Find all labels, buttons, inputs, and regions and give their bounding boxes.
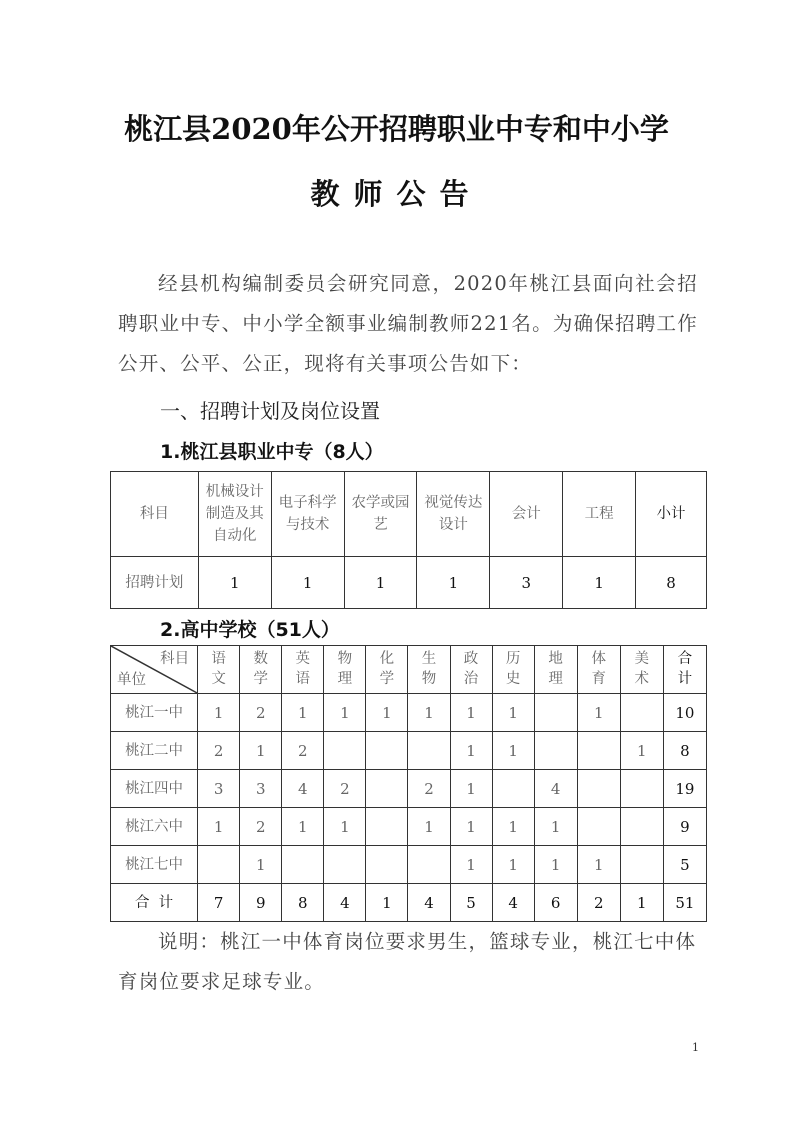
table2-cell: 4 (534, 770, 577, 808)
table2-total-row (111, 884, 707, 922)
table2-cell: 1 (492, 694, 534, 732)
table2-total-cell: 9 (240, 884, 282, 922)
table2-col-header (577, 646, 620, 694)
table2-cell: 1 (450, 770, 492, 808)
table2-col-header (240, 646, 282, 694)
table1-col-header: 视觉传达设计 (417, 472, 490, 557)
corner-unit-label: 单位 (117, 672, 146, 688)
table2-total-cell: 1 (620, 884, 663, 922)
table2-col-header (198, 646, 240, 694)
table1-cell: 1 (271, 557, 344, 609)
table2-heading: 2.高中学校（51人） (160, 619, 340, 641)
table2-cell (492, 770, 534, 808)
table2-cell: 1 (577, 694, 620, 732)
table2-cell (366, 770, 408, 808)
table2-unit-cell: 桃江一中 (111, 694, 198, 732)
table2-col-header-text: 美术 (634, 651, 650, 687)
intro-paragraph: 经县机构编制委员会研究同意，2020年桃江县面向社会招聘职业中专、中小学全额事业编制教师221名。为确保招聘工作公开、公平、公正，现将有关事项公告如下： (118, 272, 698, 375)
table2-cell: 1 (408, 694, 450, 732)
table2-cell: 1 (450, 732, 492, 770)
table2-cell: 2 (240, 694, 282, 732)
table2-cell (408, 846, 450, 884)
table2-total-cell: 8 (282, 884, 324, 922)
table2-cell: 1 (534, 846, 577, 884)
table2-cell (534, 732, 577, 770)
table1-cell: 3 (490, 557, 563, 609)
table1-cell: 1 (563, 557, 636, 609)
table2-col-header (324, 646, 366, 694)
table2-cell: 1 (282, 694, 324, 732)
table2-row-total-cell: 19 (663, 770, 706, 808)
table2-cell: 1 (324, 694, 366, 732)
table1-col-header: 机械设计制造及其自动化 (198, 472, 271, 557)
table2-cell: 2 (240, 808, 282, 846)
table1-col-header: 农学或园艺 (344, 472, 417, 557)
high-school-table (110, 645, 707, 922)
table2-col-header-text: 语文 (211, 651, 226, 687)
table2-col-header-text: 数学 (253, 651, 268, 687)
table2-col-header (620, 646, 663, 694)
table2-cell (324, 732, 366, 770)
table1-cell: 1 (417, 557, 490, 609)
table2-cell: 1 (534, 808, 577, 846)
table1-cell-subtotal: 8 (636, 557, 707, 609)
table1-cell: 1 (198, 557, 271, 609)
table2-col-header-text: 地理 (548, 651, 563, 687)
table2-corner-cell (111, 646, 198, 694)
table1-row-label: 招聘计划 (111, 557, 199, 609)
table2-col-header-text: 历史 (505, 651, 521, 687)
table1-cell: 1 (344, 557, 417, 609)
table2-cell (366, 732, 408, 770)
table2-cell: 1 (366, 694, 408, 732)
table1-col-header: 电子科学与技术 (271, 472, 344, 557)
table2-total-cell: 1 (366, 884, 408, 922)
table2-total-label: 合 计 (111, 884, 198, 922)
table2-cell: 1 (620, 732, 663, 770)
table2-row (111, 846, 707, 884)
table2-cell (620, 846, 663, 884)
table1-heading: 1.桃江县职业中专（8人） (160, 441, 384, 463)
table2-cell (620, 770, 663, 808)
table2-col-header-text: 合计 (677, 651, 693, 687)
table2-col-header (492, 646, 534, 694)
table2-col-header-total (663, 646, 706, 694)
table2-col-header-text: 生物 (421, 651, 437, 687)
table2-cell (577, 808, 620, 846)
table2-cell (534, 694, 577, 732)
table2-total-cell: 4 (408, 884, 450, 922)
table1-data-row (111, 557, 707, 609)
table2-unit-cell: 桃江二中 (111, 732, 198, 770)
table1-col-header-subtotal: 小计 (636, 472, 707, 557)
table2-total-cell: 2 (577, 884, 620, 922)
page-number: 1 (692, 1041, 699, 1054)
table2-row-total-cell: 9 (663, 808, 706, 846)
table1-col-header: 工程 (563, 472, 636, 557)
table2-col-header-text: 物理 (337, 651, 353, 687)
table2-cell: 1 (450, 808, 492, 846)
table2-col-header-text: 化学 (379, 651, 395, 687)
table2-total-cell: 5 (450, 884, 492, 922)
table2-total-cell: 7 (198, 884, 240, 922)
corner-subject-label: 科目 (160, 651, 190, 667)
table2-total-cell: 6 (534, 884, 577, 922)
table1-header-row (111, 472, 707, 557)
table2-cell: 2 (282, 732, 324, 770)
table2-cell: 1 (492, 846, 534, 884)
table2-unit-cell: 桃江四中 (111, 770, 198, 808)
table2-col-header (534, 646, 577, 694)
table2-cell: 3 (198, 770, 240, 808)
section-heading-1: 一、招聘计划及岗位设置 (160, 399, 380, 423)
vocational-school-table (110, 471, 707, 609)
document-title-line2: 教师公告 (310, 177, 483, 211)
table2-cell: 1 (198, 694, 240, 732)
table2-cell: 1 (240, 846, 282, 884)
table2-cell: 1 (450, 846, 492, 884)
table2-cell (324, 846, 366, 884)
table2-cell (282, 846, 324, 884)
table2-row (111, 694, 707, 732)
table2-cell: 3 (240, 770, 282, 808)
table2-cell: 1 (324, 808, 366, 846)
table2-cell (408, 732, 450, 770)
table2-total-cell: 4 (492, 884, 534, 922)
table2-header-row (111, 646, 707, 694)
table2-cell: 1 (282, 808, 324, 846)
table2-cell: 4 (282, 770, 324, 808)
table2-col-header (450, 646, 492, 694)
table2-cell: 1 (198, 808, 240, 846)
note-paragraph: 说明：桃江一中体育岗位要求男生，篮球专业，桃江七中体育岗位要求足球专业。 (118, 930, 697, 993)
table2-cell: 2 (324, 770, 366, 808)
table2-cell (366, 808, 408, 846)
table2-unit-cell: 桃江六中 (111, 808, 198, 846)
table2-row (111, 770, 707, 808)
table2-cell (620, 808, 663, 846)
table1-col-header: 会计 (490, 472, 563, 557)
table2-cell: 1 (577, 846, 620, 884)
table2-cell: 1 (408, 808, 450, 846)
table2-col-header (282, 646, 324, 694)
document-title-line1: 桃江县2020年公开招聘职业中专和中小学 (124, 112, 669, 146)
table2-row (111, 808, 707, 846)
table2-cell: 1 (492, 732, 534, 770)
table2-col-header (366, 646, 408, 694)
table2-cell: 1 (240, 732, 282, 770)
table2-unit-cell: 桃江七中 (111, 846, 198, 884)
table2-col-header-text: 体育 (591, 651, 606, 687)
table2-cell (577, 732, 620, 770)
table2-row-total-cell: 8 (663, 732, 706, 770)
table2-cell (198, 846, 240, 884)
table2-cell (620, 694, 663, 732)
table2-cell: 1 (450, 694, 492, 732)
table2-col-header-text: 政治 (463, 651, 479, 687)
table2-total-cell: 4 (324, 884, 366, 922)
table2-row (111, 732, 707, 770)
table2-total-cell: 51 (663, 884, 706, 922)
table2-row-total-cell: 5 (663, 846, 706, 884)
table2-cell (366, 846, 408, 884)
table2-cell: 2 (198, 732, 240, 770)
table2-col-header-text: 英语 (295, 651, 311, 687)
table2-cell: 1 (492, 808, 534, 846)
table2-cell: 2 (408, 770, 450, 808)
table1-row-header-label: 科目 (111, 472, 199, 557)
table2-cell (577, 770, 620, 808)
table2-col-header (408, 646, 450, 694)
table2-row-total-cell: 10 (663, 694, 706, 732)
